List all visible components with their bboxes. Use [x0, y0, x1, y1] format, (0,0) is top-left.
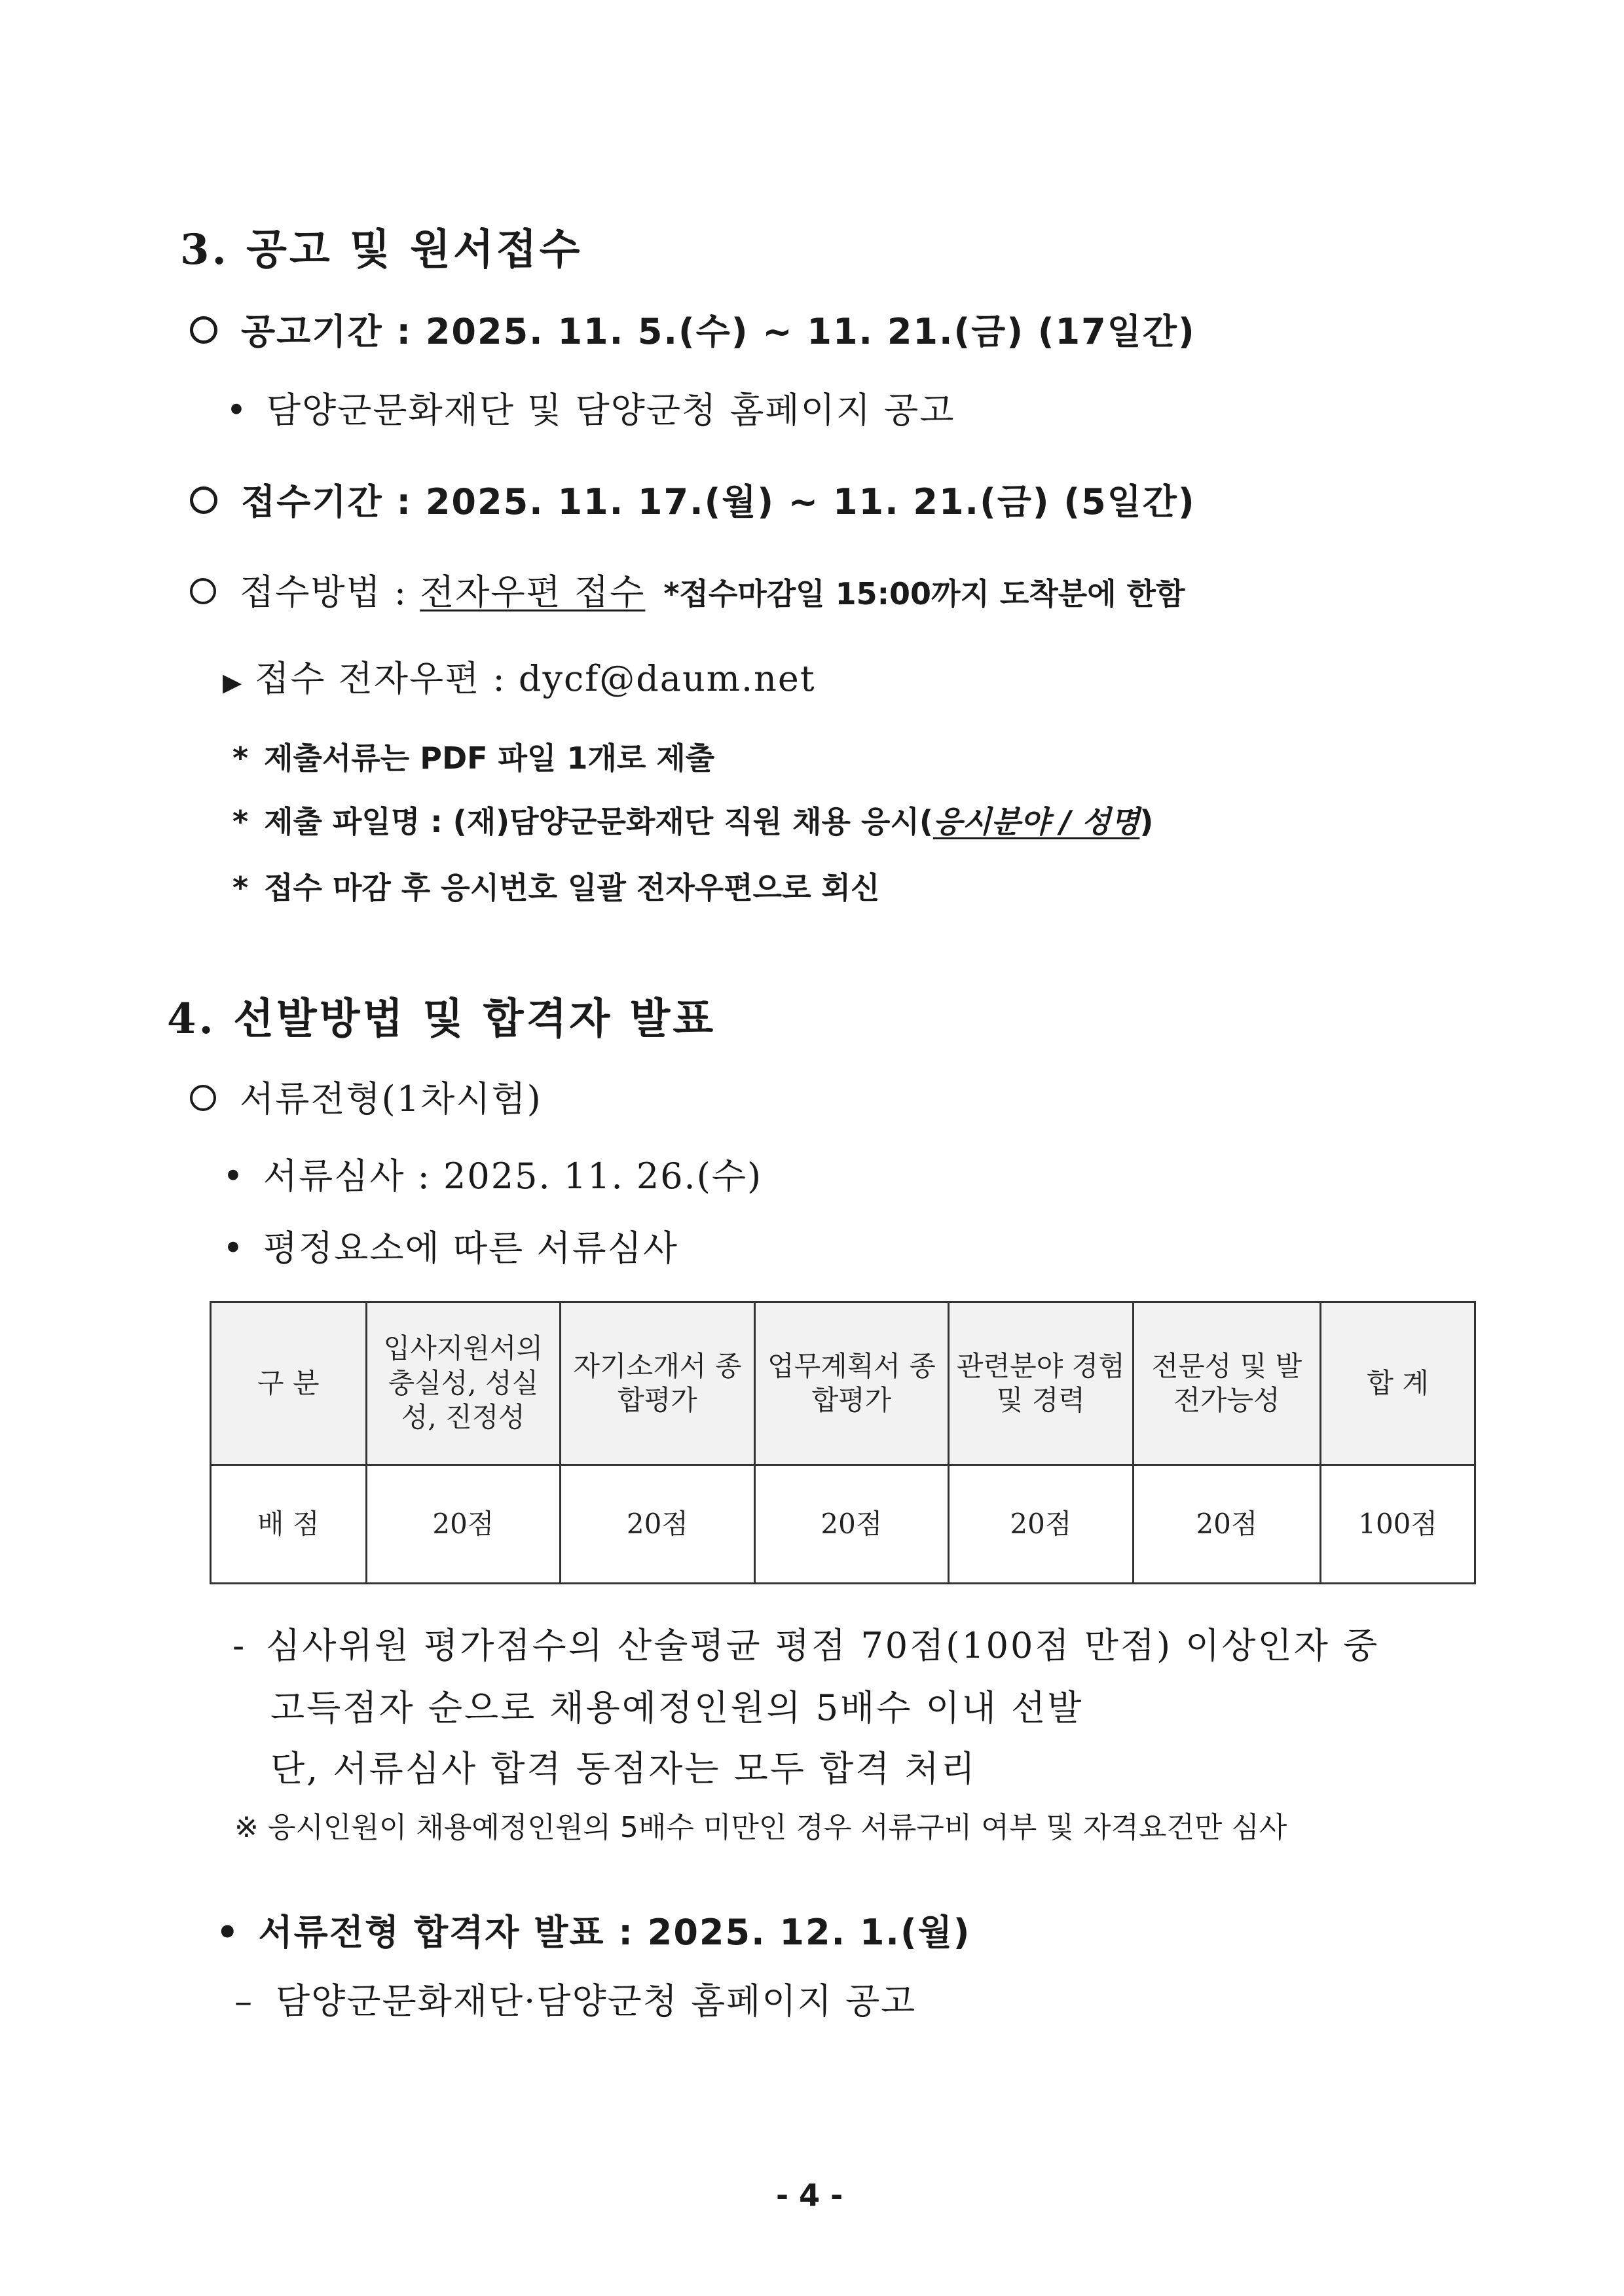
- table-row: [211, 1465, 1475, 1584]
- table-header-row: [211, 1302, 1475, 1465]
- evaluation-table: [210, 1301, 1476, 1584]
- section-4-heading: 4. 선발방법 및 합격자 발표: [167, 994, 716, 1044]
- table-row-label: 배 점: [211, 1465, 367, 1584]
- reference-note: ※ 응시인원이 채용예정인원의 5배수 미만인 경우 서류구비 여부 및 자격요건만 심사: [234, 1811, 1287, 1844]
- table-cell: 100점: [1321, 1465, 1475, 1584]
- dot-bullet-icon: •: [226, 390, 248, 431]
- receipt-period: 접수기간 : 2025. 11. 17.(월) ~ 11. 21.(금) (5일간): [190, 484, 1196, 520]
- table-header-cell: 관련분야 경험 및 경력: [949, 1302, 1134, 1465]
- circle-bullet-icon: [190, 1085, 216, 1111]
- circle-bullet-icon: [190, 316, 217, 344]
- rule-1a: - 심사위원 평가점수의 산술평균 평점 70점(100점 만점) 이상인자 중: [232, 1625, 1380, 1666]
- note-2: * 제출 파일명 : (재)담양군문화재단 직원 채용 응시(응시분야 / 성명): [232, 804, 1154, 839]
- review-date: • 서류심사 : 2025. 11. 26.(수): [223, 1156, 763, 1197]
- receipt-email: ▶ 접수 전자우편 : dycf@daum.net: [223, 658, 816, 699]
- table-header-cell: 입사지원서의 충실성, 성실성, 진정성: [366, 1302, 561, 1465]
- review-basis: • 평정요소에 따른 서류심사: [223, 1228, 678, 1269]
- note-3: * 접수 마감 후 응시번호 일괄 전자우편으로 회신: [232, 870, 880, 905]
- triangle-bullet-icon: ▶: [223, 668, 244, 697]
- announcement-place: – 담양군문화재단·담양군청 홈페이지 공고: [234, 1980, 917, 2022]
- table-cell: 20점: [1133, 1465, 1321, 1584]
- asterisk-icon: *: [232, 804, 249, 839]
- rule-1b: 고득점자 순으로 채용예정인원의 5배수 이내 선발: [270, 1687, 1084, 1728]
- method-value: 전자우편 접수: [420, 572, 646, 613]
- table-header-cell: 합 계: [1321, 1302, 1475, 1465]
- email-address: dycf@daum.net: [518, 658, 816, 699]
- table-cell: 20점: [754, 1465, 949, 1584]
- table-header-cell: 전문성 및 발전가능성: [1133, 1302, 1321, 1465]
- filename-field: 응시분야 / 성명: [932, 804, 1140, 839]
- table-header-cell: 구 분: [211, 1302, 367, 1465]
- table-cell: 20점: [366, 1465, 561, 1584]
- section-3-heading: 3. 공고 및 원서접수: [180, 225, 583, 274]
- notice-period: 공고기간 : 2025. 11. 5.(수) ~ 11. 21.(금) (17일간): [190, 314, 1196, 350]
- asterisk-icon: *: [232, 870, 249, 905]
- doc-screening: 서류전형(1차시험): [190, 1082, 542, 1117]
- circle-bullet-icon: [190, 486, 217, 514]
- table-header-cell: 업무계획서 종합평가: [754, 1302, 949, 1465]
- table-cell: 20점: [949, 1465, 1134, 1584]
- method-note: *접수마감일 15:00까지 도착분에 한함: [663, 576, 1185, 611]
- dot-bullet-icon: •: [216, 1912, 240, 1953]
- page-number: - 4 -: [776, 2178, 843, 2213]
- dot-bullet-icon: •: [223, 1228, 245, 1269]
- table-cell: 20점: [561, 1465, 755, 1584]
- dash-bullet: -: [232, 1625, 247, 1666]
- circle-bullet-icon: [190, 578, 216, 604]
- note-1: * 제출서류는 PDF 파일 1개로 제출: [232, 740, 715, 776]
- announcement: • 서류전형 합격자 발표 : 2025. 12. 1.(월): [216, 1912, 971, 1953]
- table-header-cell: 자기소개서 종합평가: [561, 1302, 755, 1465]
- notice-place: • 담양군문화재단 및 담양군청 홈페이지 공고: [226, 390, 955, 431]
- dash-bullet: –: [234, 1980, 253, 2022]
- receipt-method: 접수방법 : 전자우편 접수 *접수마감일 15:00까지 도착분에 한함: [190, 575, 1185, 610]
- asterisk-icon: *: [232, 740, 249, 776]
- rule-1c: 단, 서류심사 합격 동점자는 모두 합격 처리: [270, 1748, 977, 1789]
- dot-bullet-icon: •: [223, 1156, 245, 1197]
